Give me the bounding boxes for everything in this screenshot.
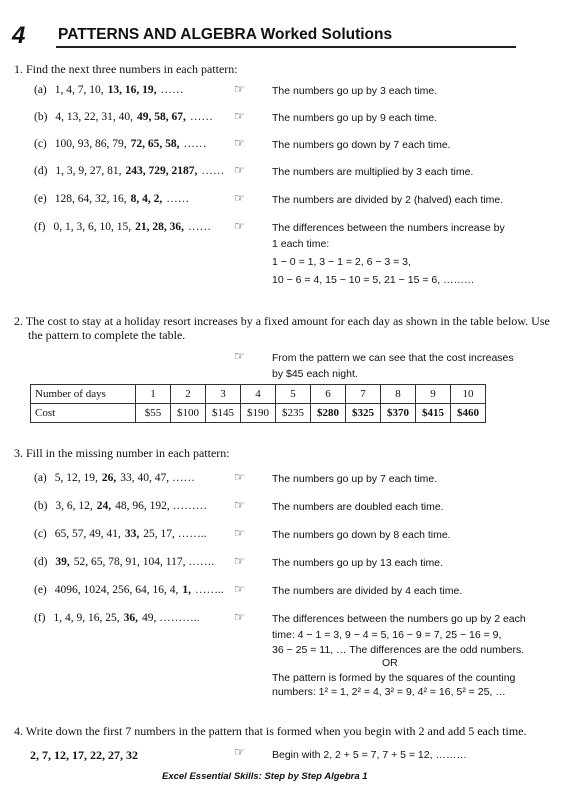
title-rule <box>56 46 516 48</box>
q1-item <box>34 84 184 96</box>
table-cell: $145 <box>206 404 241 423</box>
item-answer: 13, 16, 19, <box>107 84 157 96</box>
table-cell: 3 <box>206 385 241 404</box>
chapter-number: 4 <box>12 22 26 49</box>
item-tail: …… <box>201 165 225 177</box>
item-explanation: The numbers are divided by 4 each time. <box>272 585 463 597</box>
item-given: 1, 3, 9, 27, 81, <box>55 165 122 177</box>
item-label: (d) <box>34 556 48 568</box>
item-explanation: The numbers go down by 8 each time. <box>272 529 451 541</box>
item-answer: 72, 65, 58, <box>130 138 180 150</box>
item-tail: …… <box>189 111 213 123</box>
item-explanation: The numbers go down by 7 each time. <box>272 139 451 151</box>
table-cell: 7 <box>346 385 381 404</box>
q3-prompt: 3. Fill in the missing number in each pattern: <box>14 446 230 460</box>
item-label: (c) <box>34 528 47 540</box>
table-cell-answer: $460 <box>451 404 486 423</box>
q3-item <box>34 556 214 568</box>
item-given: 128, 64, 32, 16, <box>54 193 127 205</box>
item-tail: …… <box>188 221 211 233</box>
item-rest: 33, 40, 47, …… <box>120 472 196 484</box>
item-explanation: The differences between the numbers increase by <box>272 222 505 234</box>
item-answer: 36, <box>123 612 138 624</box>
item-explanation: The numbers go up by 7 each time. <box>272 473 438 485</box>
pointing-hand-icon: ☞ <box>234 82 245 96</box>
item-label: (a) <box>34 472 47 484</box>
table-cell-answer: $415 <box>416 404 451 423</box>
table-cell: 8 <box>381 385 416 404</box>
item-label: (e) <box>34 584 47 596</box>
q1-prompt: 1. Find the next three numbers in each pattern: <box>14 62 238 76</box>
table-cell: $235 <box>276 404 311 423</box>
pointing-hand-icon: ☞ <box>234 191 245 205</box>
q3-f-line: The pattern is formed by the squares of the counting <box>272 672 516 684</box>
q3-item <box>34 584 224 596</box>
item-answer: 39, <box>55 556 70 568</box>
pointing-hand-icon: ☞ <box>234 109 245 123</box>
pointing-hand-icon: ☞ <box>234 349 245 363</box>
q4-explanation: Begin with 2, 2 + 5 = 7, 7 + 5 = 12, ……… <box>272 749 467 761</box>
q2-note-line1: From the pattern we can see that the cost increases <box>272 352 514 364</box>
item-answer: 26, <box>101 472 117 484</box>
table-cell-answer: $325 <box>346 404 381 423</box>
q3-f-line: 36 − 25 = 11, … The differences are the odd numbers. <box>272 644 525 656</box>
item-explanation: The numbers are doubled each time. <box>272 501 444 513</box>
table-cell: $100 <box>171 404 206 423</box>
item-given: 0, 1, 3, 6, 10, 15, <box>53 221 132 233</box>
pointing-hand-icon: ☞ <box>234 498 245 512</box>
q1-f-line: 1 each time: <box>272 238 330 250</box>
item-answer: 49, 58, 67, <box>137 111 186 123</box>
table-cell-answer: $280 <box>311 404 346 423</box>
q3-item <box>34 500 207 512</box>
item-label: (f) <box>34 221 46 233</box>
q1-item <box>34 111 213 123</box>
item-tail: …… <box>160 84 184 96</box>
item-rest: 52, 65, 78, 91, 104, 117, ……. <box>73 556 215 568</box>
pointing-hand-icon: ☞ <box>234 219 245 233</box>
table-row-days <box>31 385 486 404</box>
item-explanation: The numbers are multiplied by 3 each time. <box>272 166 474 178</box>
table-cell: 4 <box>241 385 276 404</box>
pointing-hand-icon: ☞ <box>234 470 245 484</box>
item-answer: 243, 729, 2187, <box>125 165 198 177</box>
item-explanation: The numbers go up by 13 each time. <box>272 557 444 569</box>
table-cell: 6 <box>311 385 346 404</box>
item-tail: …… <box>166 193 190 205</box>
footer-text: Excel Essential Skills: Step by Step Algebra 1 <box>162 771 368 782</box>
q2-note-line2: by $45 each night. <box>272 368 358 380</box>
q3-item <box>34 528 207 540</box>
item-answer: 8, 4, 2, <box>130 193 163 205</box>
item-label: (f) <box>34 612 46 624</box>
item-label: (c) <box>34 138 47 150</box>
q1-item <box>34 193 189 205</box>
item-given: 1, 4, 9, 16, 25, <box>53 612 120 624</box>
q1-f-line: 10 − 6 = 4, 15 − 10 = 5, 21 − 15 = 6, ……… <box>272 274 475 286</box>
q4-prompt: 4. Write down the first 7 numbers in the pattern that is formed when you begin with 2 and add 5 each time. <box>14 724 527 738</box>
item-explanation: The numbers go up by 9 each time. <box>272 112 438 124</box>
page-title: PATTERNS AND ALGEBRA Worked Solutions <box>58 26 393 43</box>
item-rest: 25, 17, …….. <box>143 528 207 540</box>
q3-f-line: time: 4 − 1 = 3, 9 − 4 = 5, 16 − 9 = 7, 25 − 16 = 9, <box>272 629 502 641</box>
item-answer: 21, 28, 36, <box>135 221 184 233</box>
item-explanation: The numbers are divided by 2 (halved) each time. <box>272 194 504 206</box>
item-given: 4, 13, 22, 31, 40, <box>55 111 134 123</box>
item-label: (e) <box>34 193 47 205</box>
q3-f-line: numbers: 1² = 1, 2² = 4, 3² = 9, 4² = 16, 5² = 25, … <box>272 686 506 698</box>
item-given: 3, 6, 12, <box>55 500 93 512</box>
item-tail: …… <box>183 138 207 150</box>
q4-answer: 2, 7, 12, 17, 22, 27, 32 <box>30 748 138 762</box>
pointing-hand-icon: ☞ <box>234 745 245 759</box>
table-cell: 9 <box>416 385 451 404</box>
item-explanation: The numbers go up by 3 each time. <box>272 85 438 97</box>
q3-f-line: OR <box>382 657 398 669</box>
pointing-hand-icon: ☞ <box>234 163 245 177</box>
item-answer: 1, <box>182 584 192 596</box>
item-given: 5, 12, 19, <box>54 472 98 484</box>
q1-f-line: 1 − 0 = 1, 3 − 1 = 2, 6 − 3 = 3, <box>272 256 411 268</box>
pointing-hand-icon: ☞ <box>234 582 245 596</box>
q1-item <box>34 165 224 177</box>
item-given: 65, 57, 49, 41, <box>54 528 121 540</box>
item-label: (a) <box>34 84 47 96</box>
item-label: (b) <box>34 111 48 123</box>
table-row-label: Number of days <box>31 385 136 404</box>
item-rest: 48, 96, 192, ……… <box>115 500 208 512</box>
q1-item <box>34 221 211 233</box>
item-rest: …….. <box>195 584 224 596</box>
pointing-hand-icon: ☞ <box>234 136 245 150</box>
table-cell: 1 <box>136 385 171 404</box>
cost-table <box>30 384 486 423</box>
pointing-hand-icon: ☞ <box>234 554 245 568</box>
q2-prompt-line2: the pattern to complete the table. <box>28 328 186 342</box>
item-given: 1, 4, 7, 10, <box>54 84 104 96</box>
table-row-label: Cost <box>31 404 136 423</box>
item-given: 100, 93, 86, 79, <box>54 138 127 150</box>
pointing-hand-icon: ☞ <box>234 526 245 540</box>
item-answer: 24, <box>96 500 112 512</box>
item-label: (d) <box>34 165 48 177</box>
q1-item <box>34 138 207 150</box>
item-explanation: The differences between the numbers go up by 2 each <box>272 613 526 625</box>
table-cell-answer: $370 <box>381 404 416 423</box>
item-rest: 49, ……….. <box>142 612 200 624</box>
q3-item <box>34 612 200 624</box>
table-cell: 10 <box>451 385 486 404</box>
item-answer: 33, <box>124 528 140 540</box>
item-label: (b) <box>34 500 48 512</box>
q3-item <box>34 472 195 484</box>
table-cell: 5 <box>276 385 311 404</box>
item-given: 4096, 1024, 256, 64, 16, 4, <box>54 584 179 596</box>
table-cell: $190 <box>241 404 276 423</box>
table-row-cost <box>31 404 486 423</box>
table-cell: $55 <box>136 404 171 423</box>
pointing-hand-icon: ☞ <box>234 610 245 624</box>
q2-prompt-line1: 2. The cost to stay at a holiday resort increases by a fixed amount for each day as shown in the table below. Use <box>14 314 550 328</box>
table-cell: 2 <box>171 385 206 404</box>
